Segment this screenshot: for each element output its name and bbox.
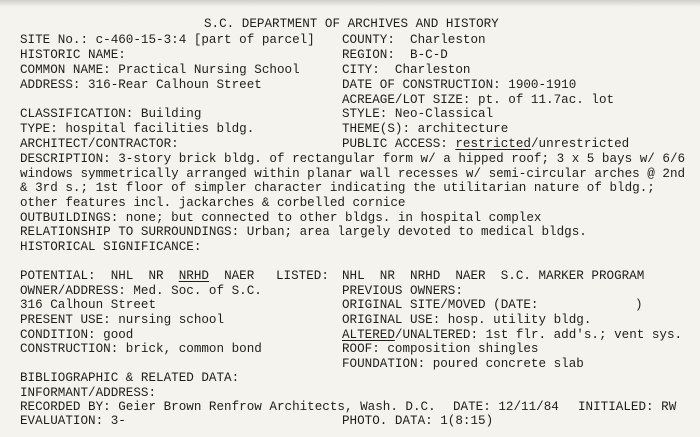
site-number: SITE No.: c-460-15-3:4 [part of parcel]	[20, 33, 315, 47]
themes: THEME(S): architecture	[342, 122, 509, 136]
description-line-2: windows symmetrically arranged within planar wall recesses w/ semi-circular arches @ 2nd	[20, 167, 686, 181]
card-header: S.C. DEPARTMENT OF ARCHIVES AND HISTORY	[204, 17, 499, 31]
listed-values: NHL NR NRHD NAER S.C. MARKER PROGRAM	[342, 269, 645, 283]
top-edge-shadow	[0, 0, 700, 7]
common-name: COMMON NAME: Practical Nursing School	[20, 63, 300, 77]
roof: ROOF: composition shingles	[342, 342, 539, 356]
architect-contractor: ARCHITECT/CONTRACTOR:	[20, 137, 179, 151]
original-site-close-paren: )	[635, 298, 643, 312]
style: STYLE: Neo-Classical	[342, 107, 494, 121]
public-access-label: PUBLIC ACCESS:	[342, 137, 456, 151]
address: ADDRESS: 316-Rear Calhoun Street	[20, 78, 262, 92]
historical-significance: HISTORICAL SIGNIFICANCE:	[20, 240, 202, 254]
acreage-lot-size: ACREAGE/LOT SIZE: pt. of 11.7ac. lot	[342, 93, 615, 107]
potential-rest: NAER	[208, 269, 255, 283]
potential-nrhd: NRHD	[178, 269, 209, 283]
type: TYPE: hospital facilities bldg.	[20, 122, 255, 136]
owner-address: OWNER/ADDRESS: Med. Soc. of S.C.	[20, 284, 262, 298]
potential-label: POTENTIAL: NHL NR	[20, 269, 179, 283]
description-line-4: other features incl. jackarches & corbelled cornice	[20, 196, 406, 210]
original-site-moved: ORIGINAL SITE/MOVED (DATE:	[342, 298, 539, 312]
description-line-1: DESCRIPTION: 3-story brick bldg. of rectangular form w/ a hipped roof; 3 x 5 bays w/ 6/6	[20, 152, 686, 166]
county: COUNTY: Charleston	[342, 33, 486, 47]
potential	[20, 269, 254, 283]
listed-label: LISTED:	[276, 269, 329, 283]
condition: CONDITION: good	[20, 328, 134, 342]
public-access	[342, 137, 629, 151]
altered-rest: /UNALTERED: 1st flr. add's.; vent sys.	[394, 328, 683, 342]
public-access-rest: /unrestricted	[530, 137, 630, 151]
region: REGION: B-C-D	[342, 48, 448, 62]
altered-unaltered	[342, 328, 682, 342]
outbuildings: OUTBUILDINGS: none; but connected to other bldgs. in hospital complex	[20, 211, 542, 225]
public-access-restricted: restricted	[455, 137, 531, 151]
description-line-3: & 3rd s.; 1st floor of simpler character indicating the utilitarian nature of bldg.;	[20, 181, 655, 195]
date-of-construction: DATE OF CONSTRUCTION: 1900-1910	[342, 78, 577, 92]
previous-owners: PREVIOUS OWNERS:	[342, 284, 463, 298]
construction: CONSTRUCTION: brick, common bond	[20, 342, 262, 356]
present-use: PRESENT USE: nursing school	[20, 313, 225, 327]
relationship-to-surroundings: RELATIONSHIP TO SURROUNDINGS: Urban; area largely devoted to medical bldgs.	[20, 225, 587, 239]
altered-label: ALTERED	[342, 328, 395, 342]
bibliographic-data: BIBLIOGRAPHIC & RELATED DATA:	[20, 371, 240, 385]
photo-data: PHOTO. DATA: 1(8:15)	[342, 414, 494, 428]
initialed: INITIALED: RW	[578, 400, 677, 414]
recorded-date: DATE: 12/11/84	[453, 400, 559, 414]
evaluation: EVALUATION: 3-	[20, 414, 126, 428]
city: CITY: Charleston	[342, 63, 471, 77]
original-use: ORIGINAL USE: hosp. utility bldg.	[342, 313, 592, 327]
informant-address: INFORMANT/ADDRESS:	[20, 386, 157, 400]
recorded-by: RECORDED BY: Geier Brown Renfrow Architects, Wash. D.C.	[20, 400, 436, 414]
classification: CLASSIFICATION: Building	[20, 107, 202, 121]
historic-name: HISTORIC NAME:	[20, 48, 126, 62]
owner-street: 316 Calhoun Street	[20, 298, 157, 312]
foundation: FOUNDATION: poured concrete slab	[342, 357, 584, 371]
